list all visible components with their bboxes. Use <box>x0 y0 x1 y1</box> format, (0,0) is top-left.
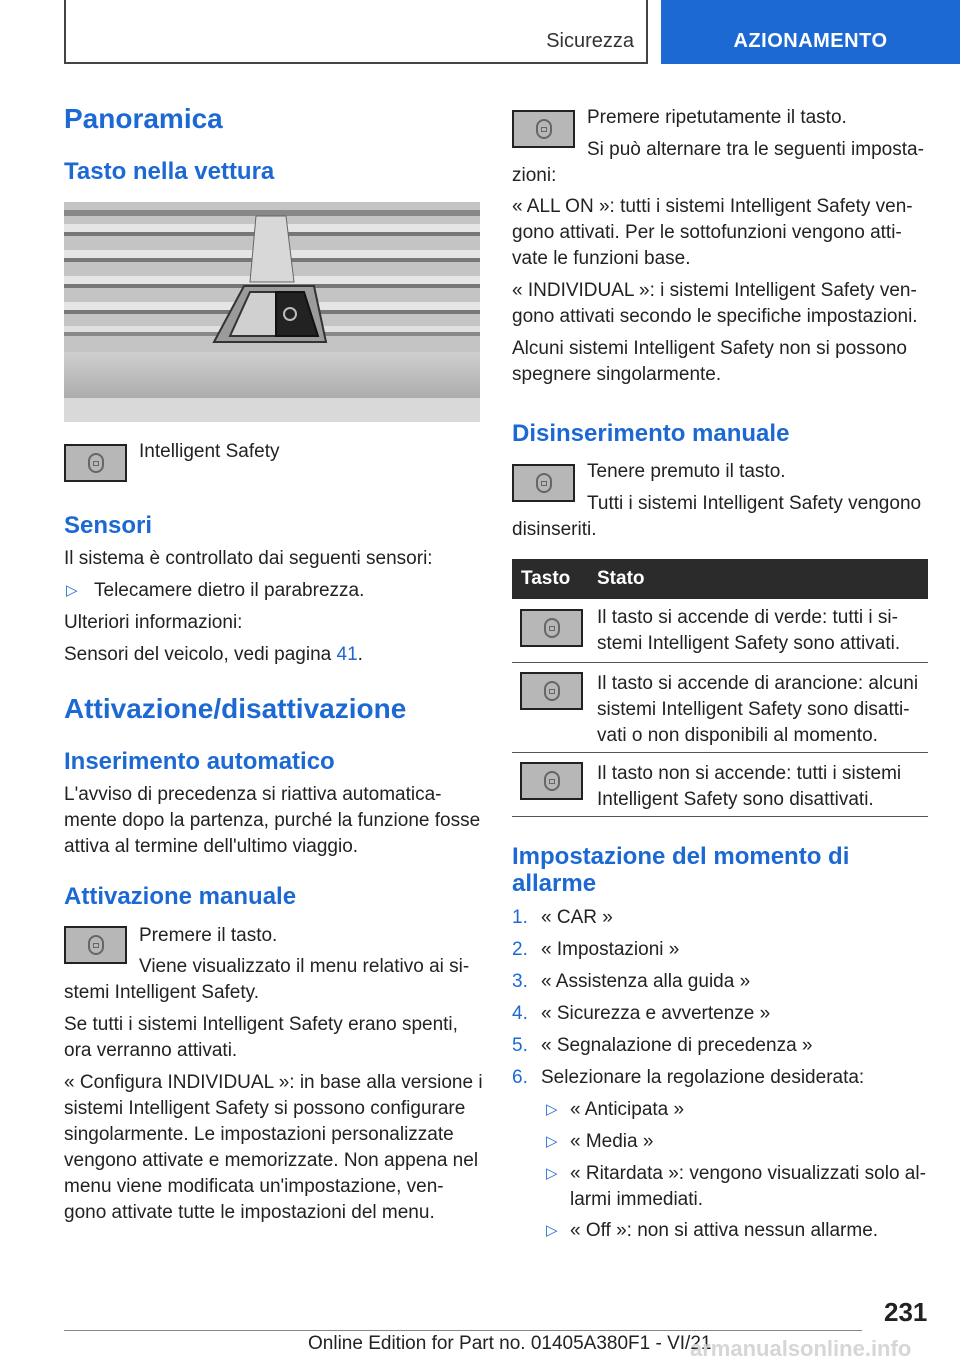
sub-option-3-cont: larmi immediati. <box>570 1189 704 1210</box>
more-info: Ulteriori informazioni: <box>64 612 243 633</box>
button-off-icon <box>520 762 583 800</box>
table-divider <box>512 662 928 663</box>
step-number-1: 1. <box>512 907 528 928</box>
auto-line-3: attiva al termine dell'ultimo viaggio. <box>64 836 359 857</box>
table-col-stato: Stato <box>597 568 645 589</box>
dashboard-button-photo <box>64 202 480 422</box>
auto-line-2: mente dopo la partenza, purché la funzione fosse <box>64 810 481 831</box>
table-row-2-line-3: vati o non disponibili al momento. <box>597 725 878 746</box>
step-number-6: 6. <box>512 1067 528 1088</box>
auto-line-1: L'avviso di precedenza si riattiva automatica- <box>64 784 442 805</box>
table-row-3-line-1: Il tasto non si accende: tutti i sistemi <box>597 763 902 784</box>
all-off-line-2: disinseriti. <box>512 519 597 540</box>
subtitle-tasto: Tasto nella vettura <box>64 158 275 185</box>
step-text-3: « Assistenza alla guida » <box>541 971 751 992</box>
table-row-2-line-2: sistemi Intelligent Safety sono disatti- <box>597 699 910 720</box>
table-row-2-line-1: Il tasto si accende di arancione: alcuni <box>597 673 919 694</box>
sensori-ref-text: Sensori del veicolo, vedi pagina <box>64 644 332 665</box>
intelligent-safety-button-icon <box>64 926 127 964</box>
hold-button: Tenere premuto il tasto. <box>587 461 786 482</box>
allon-line-1: « ALL ON »: tutti i sistemi Intelligent Safety ven- <box>512 196 913 217</box>
sub-option-3: « Ritardata »: vengono visualizzati solo al- <box>570 1163 926 1184</box>
alternate-line-2: zioni: <box>512 165 557 186</box>
intelligent-safety-button-icon <box>64 444 127 482</box>
table-bottom-rule <box>512 816 928 817</box>
status-table-header <box>512 559 928 599</box>
manual-step-2b: stemi Intelligent Safety. <box>64 982 260 1003</box>
individual-line-1: « INDIVIDUAL »: i sistemi Intelligent Safety ven- <box>512 280 917 301</box>
manual-p3-line-2: sistemi Intelligent Safety si possono configurare <box>64 1098 466 1119</box>
step-text-1: « CAR » <box>541 907 613 928</box>
triangle-bullet-icon: ▷ <box>546 1222 558 1239</box>
allon-line-3: vate le funzioni base. <box>512 248 691 269</box>
footer-watermark: armanualsonline.info <box>690 1336 912 1361</box>
sensori-reference <box>64 642 363 668</box>
manual-p3-line-3: singolarmente. Le impostazioni personalizzate <box>64 1124 454 1145</box>
manual-p2-line-2: ora verranno attivati. <box>64 1040 238 1061</box>
title-panoramica: Panoramica <box>64 103 223 134</box>
table-row-1-line-1: Il tasto si accende di verde: tutti i si- <box>597 607 898 628</box>
triangle-bullet-icon: ▷ <box>546 1133 558 1150</box>
table-divider <box>512 752 928 753</box>
manual-p3-line-6: gono attivate tutte le impostazioni del menu. <box>64 1202 435 1223</box>
timing-title-line-1: Impostazione del momento di <box>512 843 850 870</box>
individual-line-2: gono attivati secondo le specifiche impostazioni. <box>512 306 918 327</box>
step-number-3: 3. <box>512 971 528 992</box>
sensori-ref-end: . <box>357 644 363 665</box>
disable-title: Disinserimento manuale <box>512 420 790 447</box>
manual-p2-line-1: Se tutti i sistemi Intelligent Safety erano spenti, <box>64 1014 458 1035</box>
sub-option-4: « Off »: non si attiva nessun allarme. <box>570 1220 879 1241</box>
manual-p3-line-1: « Configura INDIVIDUAL »: in base alla versione i <box>64 1072 483 1093</box>
some-systems-line-2: spegnere singolarmente. <box>512 364 722 385</box>
manual-step-1: Premere il tasto. <box>139 925 278 946</box>
triangle-bullet-icon: ▷ <box>546 1101 558 1118</box>
header-chapter-tab <box>661 0 960 64</box>
table-col-tasto: Tasto <box>521 568 571 589</box>
auto-title: Inserimento automatico <box>64 748 335 775</box>
table-row-1-line-2: stemi Intelligent Safety sono attivati. <box>597 633 901 654</box>
step-number-5: 5. <box>512 1035 528 1056</box>
press-again: Premere ripetutamente il tasto. <box>587 107 847 128</box>
step-number-2: 2. <box>512 939 528 960</box>
manual-p3-line-5: menu viene modificata un'impostazione, ven- <box>64 1176 444 1197</box>
timing-title-line-2: allarme <box>512 870 597 897</box>
sub-option-1: « Anticipata » <box>570 1099 685 1120</box>
intelligent-safety-button-icon <box>512 110 575 148</box>
step-text-6: Selezionare la regolazione desiderata: <box>541 1067 865 1088</box>
sensori-bullet: Telecamere dietro il parabrezza. <box>94 580 365 601</box>
alternate-line-1: Si può alternare tra le seguenti imposta- <box>587 139 924 160</box>
page-number: 231 <box>884 1297 928 1327</box>
manual-title: Attivazione manuale <box>64 883 297 910</box>
triangle-bullet-icon: ▷ <box>546 1165 558 1182</box>
step-text-5: « Segnalazione di precedenza » <box>541 1035 813 1056</box>
page-link-41[interactable]: 41 <box>336 644 358 665</box>
header-section-tab <box>64 0 648 64</box>
sensori-intro: Il sistema è controllato dai seguenti sensori: <box>64 548 433 569</box>
manual-p3-line-4: vengono attivate e memorizzate. Non appena nel <box>64 1150 479 1171</box>
footer-rule <box>64 1330 862 1331</box>
step-text-2: « Impostazioni » <box>541 939 680 960</box>
header-section: Sicurezza <box>546 30 634 52</box>
sensori-title: Sensori <box>64 512 153 539</box>
button-green-icon <box>520 609 583 647</box>
step-number-4: 4. <box>512 1003 528 1024</box>
step-text-4: « Sicurezza e avvertenze » <box>541 1003 771 1024</box>
table-row-3-line-2: Intelligent Safety sono disattivati. <box>597 789 874 810</box>
all-off-line-1: Tutti i sistemi Intelligent Safety vengono <box>587 493 922 514</box>
button-caption: Intelligent Safety <box>139 441 280 462</box>
button-orange-icon <box>520 672 583 710</box>
activation-title: Attivazione/disattivazione <box>64 693 407 724</box>
triangle-bullet-icon: ▷ <box>66 582 78 599</box>
header-chapter: AZIONAMENTO <box>733 30 888 52</box>
allon-line-2: gono attivati. Per le sottofunzioni vengono atti- <box>512 222 902 243</box>
some-systems-line-1: Alcuni sistemi Intelligent Safety non si possono <box>512 338 907 359</box>
manual-step-2: Viene visualizzato il menu relativo ai si- <box>139 956 470 977</box>
intelligent-safety-button-icon <box>512 464 575 502</box>
footer-edition: Online Edition for Part no. 01405A380F1 - VI/21 <box>308 1333 712 1354</box>
sub-option-2: « Media » <box>570 1131 654 1152</box>
